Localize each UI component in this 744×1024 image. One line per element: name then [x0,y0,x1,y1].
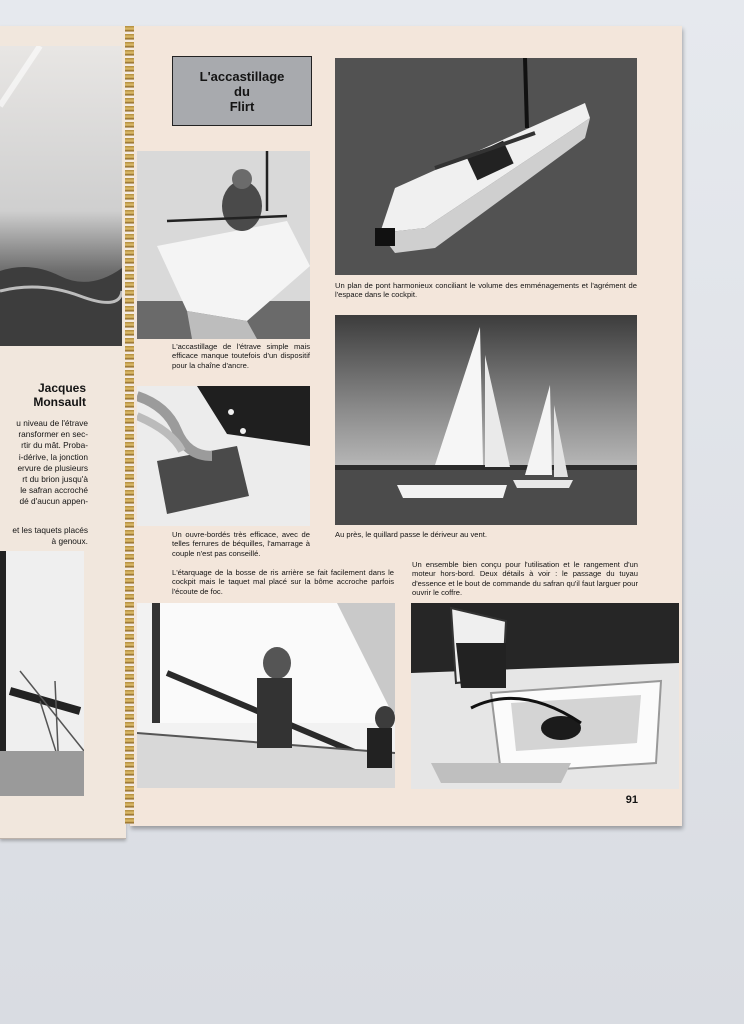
photo-outboard [411,603,679,789]
article-title: L'accastillage du Flirt [172,56,312,126]
text-line: et les taquets placés [12,525,88,535]
photo-fairlead [137,386,310,526]
photo-mast-rigging [0,551,84,796]
caption-fairlead: Un ouvre-bordés très efficace, avec de telles ferrures de béquilles, l'amarrage à couple n'est pas conseillé. [172,530,310,558]
text-line: le safran accroché [20,485,88,496]
caption-outboard: Un ensemble bien conçu pour l'utilisation et le rangement d'un moteur hors-bord. Deux détails à voir : le passage du tuyau d'essence et le bout de commande du safran qu'il faut larguer pour ouvrir le coffre. [412,560,638,598]
author-name: Jacques Monsault [33,381,86,409]
text-line: dé d'aucun appen- [19,496,88,507]
right-page [130,26,682,826]
photo-sailing [335,315,637,525]
caption-bow-fittings: L'accastillage de l'étrave simple mais efficace manque toutefois d'un dispositif pour la chaîne d'ancre. [172,342,310,370]
left-body-text-2 [0,525,88,547]
text-line: i-dérive, la jonction [18,451,88,462]
text-line: rtir du mât. Proba- [21,440,88,451]
caption-sailing: Au près, le quillard passe le dériveur au vent. [335,530,487,539]
page-number: 91 [625,794,638,806]
caption-deck-plan: Un plan de pont harmonieux conciliant le volume des emménagements et l'agrément de l'espace dans le cockpit. [335,281,637,300]
text-line: ransformer en sec- [18,429,88,440]
photo-waves [0,46,122,346]
caption-reef: L'étarquage de la bosse de ris arrière se fait facilement dans le cockpit mais le taquet mal placé sur la bôme accroche parfois l'écoute de foc. [172,568,394,596]
left-body-text [0,418,88,508]
left-page [0,26,126,839]
text-line: u niveau de l'étrave [16,418,88,428]
spiral-binding [125,26,134,824]
text-line: rt du brion jusqu'à [22,474,88,485]
photo-deck-plan [335,58,637,275]
photo-cockpit-reef [137,603,395,788]
text-line: à genoux. [51,536,88,547]
text-line: ervure de plusieurs [17,462,88,473]
photo-bow-fittings [137,151,310,339]
